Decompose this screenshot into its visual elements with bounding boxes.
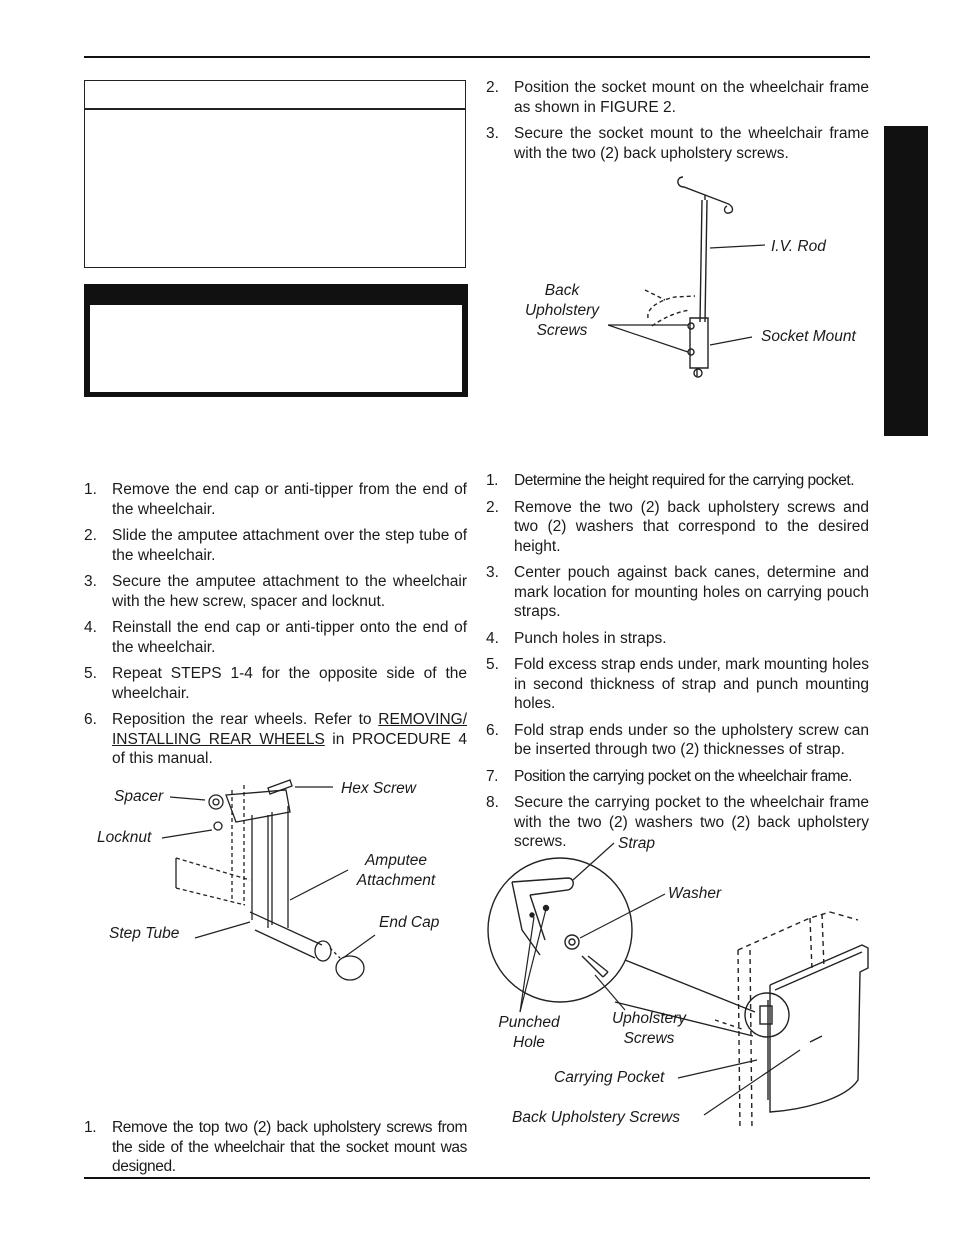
list-item: 7. Position the carrying pocket on the wheelchair frame. <box>486 767 852 785</box>
punched-hole-label: Punched Hole <box>498 1014 560 1051</box>
iv-rod-label: I.V. Rod <box>771 238 826 255</box>
list-item: 4. Punch holes in straps. <box>486 629 667 647</box>
step-tube-label: Step Tube <box>109 925 180 942</box>
end-cap-label: End Cap <box>379 914 440 931</box>
list-item: 3. Secure the amputee attachment to the wheelchair with the hew screw, spacer and locknut. <box>84 573 467 610</box>
list-item: 2. Remove the two (2) back upholstery screws and two (2) washers that correspond to the desired height. <box>486 498 869 555</box>
list-item: 6. Reposition the rear wheels. Refer to REMOVING/ INSTALLING REAR WHEELS in PROCEDURE 4 of this manual. <box>84 711 467 767</box>
carrying-pocket-label: Carrying Pocket <box>554 1069 665 1086</box>
list-item: 2. Slide the amputee attachment over the step tube of the wheelchair. <box>84 527 467 564</box>
list-item: 2. Position the socket mount on the wheelchair frame as shown in FIGURE 2. <box>486 79 869 116</box>
list-item: 5. Fold excess strap ends under, mark mounting holes in second thickness of strap and punch mounting holes. <box>486 656 869 712</box>
back-upholstery-screws-label: Back Upholstery Screws <box>524 282 600 339</box>
list-item: 8. Secure the carrying pocket to the wheelchair frame with the two (2) washers two (2) back upholstery screws. <box>486 794 869 850</box>
list-item: 6. Fold strap ends under so the upholstery screw can be inserted through two (2) thicknesses of strap. <box>486 721 869 758</box>
hex-screw-label: Hex Screw <box>341 780 416 797</box>
spacer-label: Spacer <box>114 788 164 805</box>
list-item: 4. Reinstall the end cap or anti-tipper onto the end of the wheelchair. <box>84 619 467 656</box>
list-item: 1. Remove the end cap or anti-tipper from the end of the wheelchair. <box>84 481 467 518</box>
upholstery-screws-label: Upholstery Screws <box>611 1010 687 1047</box>
procedure-reference-link[interactable]: REMOVING/ INSTALLING REAR WHEELS <box>112 711 467 748</box>
list-item: 3. Secure the socket mount to the wheelchair frame with the two (2) back upholstery screws. <box>486 125 869 162</box>
strap-label: Strap <box>618 835 656 852</box>
list-item: 1. Determine the height required for the carrying pocket. <box>486 472 855 489</box>
list-item: 5. Repeat STEPS 1-4 for the opposite side of the wheelchair. <box>84 665 467 702</box>
locknut-label: Locknut <box>97 829 152 846</box>
socket-mount-label: Socket Mount <box>761 328 856 345</box>
washer-label: Washer <box>668 885 722 902</box>
list-item: 1. Remove the top two (2) back upholstery screws from the side of the wheelchair that the socket mount was designed. <box>84 1119 467 1175</box>
back-upholstery-screws-label-pocket: Back Upholstery Screws <box>512 1109 680 1126</box>
amputee-attachment-label: Amputee Attachment <box>356 852 436 889</box>
list-item: 3. Center pouch against back canes, determine and mark location for mounting holes on carrying pouch straps. <box>486 564 869 620</box>
